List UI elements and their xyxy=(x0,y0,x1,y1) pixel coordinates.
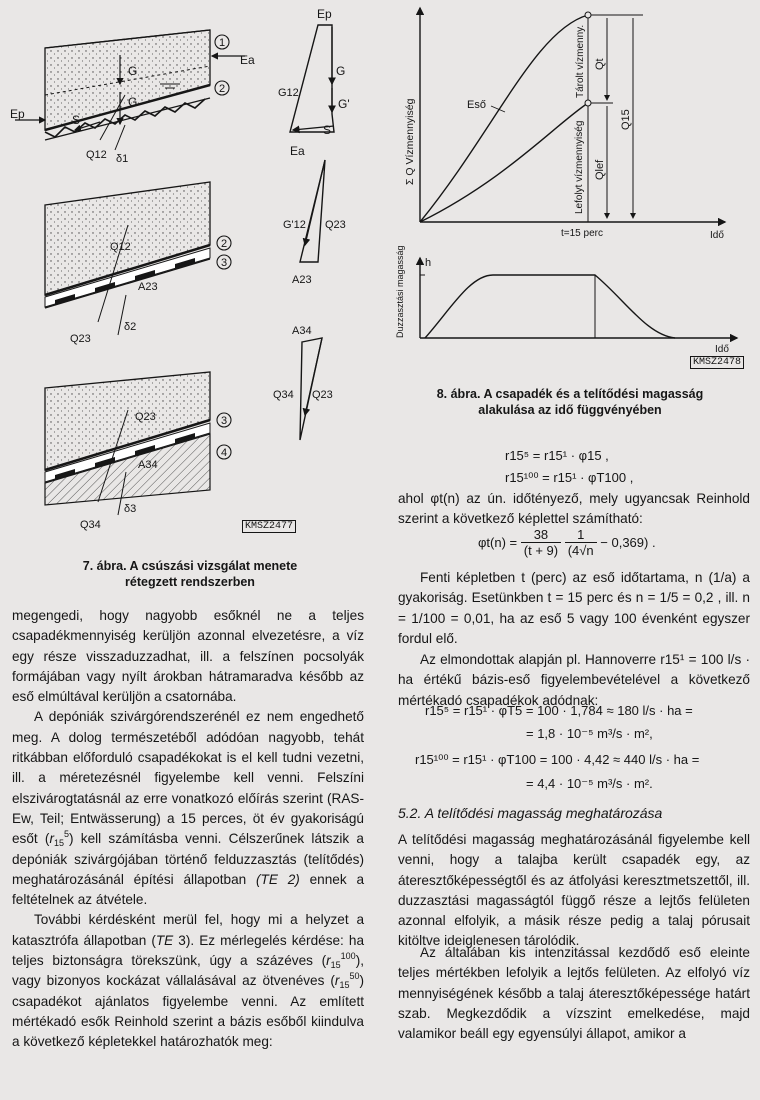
slip-panel-3 xyxy=(45,372,231,531)
figure-8-chart xyxy=(385,0,755,380)
label-t15: t=15 perc xyxy=(561,228,603,239)
slip-panel-2 xyxy=(45,182,231,345)
force-polygon-2 xyxy=(283,160,346,286)
label-ep-top: Ep xyxy=(317,7,332,21)
layer-number-4: 4 xyxy=(221,447,228,459)
label-q23-force-2: Q23 xyxy=(312,389,333,401)
label-q23-c: Q23 xyxy=(135,411,156,423)
label-a23-force: A23 xyxy=(292,274,312,286)
label-g-prime: G' xyxy=(338,97,350,111)
equation-r15-100: r15¹⁰⁰ = r15¹ · φT100 , xyxy=(505,470,634,485)
label-a34-force: A34 xyxy=(292,325,312,337)
paragraph-3: További kérdésként merül fel, hogy mi a helyzet a katasztrófa állapotban (TE 3). Ez mérlegelés kérdése: ha teljes biztonságra törekszünk, úgy a százéves $(r_{15}^{100})$, vagy bizonyos kockázat vállalásával az ötvenéves $(r_{15}^{50})$ csapadékot ajánlatos figyelembe venni. Az említett mértékadó esők Reinhold szerint a bázis esőből kiindulva a következő képletekkel határozhatók meg: xyxy=(12,912,365,1050)
figure-8-caption-line-1: 8. ábra. A csapadék és a telítődési magasság xyxy=(436,387,704,401)
label-qlef: Qlef xyxy=(594,159,606,180)
label-delta2: δ2 xyxy=(124,321,137,333)
stored-volume-label: Tárolt vízmenny. xyxy=(575,24,586,98)
label-q34-force: Q34 xyxy=(273,389,294,401)
chart-y-label: Σ Q Vízmennyiség xyxy=(404,98,416,185)
force-polygon-3 xyxy=(273,325,333,440)
right-paragraph-3: Az elmondottak alapján pl. Hannoverre r15¹ = 100 l/s · ha értékű bázis-eső figyelembevételével a következő mértékadó csapadékok adódnak: xyxy=(398,652,750,708)
label-g12: G12 xyxy=(278,87,299,99)
right-paragraph-5: Az általában kis intenzitással kezdődő eső eleinte teljes mértékben lefolyik a lejtős felületen. Az elfolyó víz mennyiségének később a talaj áteresztőképessége határt szab. Megkezdődik a vízszint emelkedése, majd valamikor beáll egy egyensúlyi állapot, amikor a xyxy=(398,945,750,1042)
label-a34: A34 xyxy=(138,459,158,471)
label-a23: A23 xyxy=(138,281,158,293)
figure-7-stamp: KMSZ2477 xyxy=(242,520,296,533)
runoff-volume-label: Lefolyt vízmennyiség xyxy=(574,120,585,214)
layer-number-1: 1 xyxy=(219,37,226,49)
paragraph-2: A depóniák szivárgórendszerénél ez nem engedhető meg. A dolog természetéből adódóan nagyobb, tehát ritkábban előforduló csapadékokat is el kell tudni vezetni, ill. a méretezésnél figyelembe kell venni. Felszíni elszivárogtatásnál az erre vonatkozó előírás szerint (RAS-Ew, Teil; Entwässerung) a 15 perces, öt év gyakoriságú esőt $(r_{15}^5)$ kell számításba venni. Célszerűnek látszik a depóniák szivárgójában történő felduzzasztás (telítődés) meghatározásánál építési állapotban (TE 2) ennek a feltételnek az átvétele. xyxy=(12,709,365,908)
layer-number-2b: 2 xyxy=(221,238,228,250)
rain-chart xyxy=(404,8,725,241)
left-text-column xyxy=(12,606,364,1053)
equation-result-5-si: = 1,8 · 10⁻⁵ m³/s · m², xyxy=(526,726,653,741)
right-paragraph-4: A telítődési magasság meghatározásánál figyelembe kell venni, hogy a talajba került csapadék egy, az áteresztőképességtől és az átfolyási keresztmetszettől, ill. duzzasztási magasságtól függő része a lejtős felületen azonnal elfolyik, a másik része pedig a talaj pórusait kitöltve ideiglenesen tárolódik. xyxy=(398,832,750,949)
equation-time-factor: φt(n) = $\frac{38}{(t + 9)}$ $\frac{1}{(4√n}$ − 0,369) . xyxy=(478,527,656,558)
label-ea: Ea xyxy=(240,53,255,67)
label-s-force: S xyxy=(323,123,332,137)
label-delta1: δ1 xyxy=(116,153,129,165)
label-delta3: δ3 xyxy=(124,503,137,515)
label-g: G xyxy=(128,64,138,78)
label-s: S xyxy=(72,113,81,127)
x-axis-label-2: Idő xyxy=(715,344,729,355)
x-axis-label: Idő xyxy=(710,230,724,241)
label-g12-prime: G'12 xyxy=(283,219,306,231)
layer-number-3: 3 xyxy=(221,257,228,269)
paragraph-1: megengedi, hogy nagyobb esőknél ne a teljes csapadékmennyiség kerüljön azonnal elvezetésre, a víz egy része visszaduzzadhat, ill. a felszínen pocsolyák formájában vagy nyílt árokban hátramaradva később az eső elmúltával kerüljön a csatornába. xyxy=(12,608,364,705)
label-qt: Qt xyxy=(594,58,606,70)
label-q23: Q23 xyxy=(70,333,91,345)
figure-8-caption-line-2: alakulása az idő függvényében xyxy=(478,403,662,417)
height-axis-label: Duzzasztási magasság xyxy=(395,245,405,338)
label-g-2: G xyxy=(128,95,138,109)
label-q12-b: Q12 xyxy=(110,241,131,253)
layer-number-2: 2 xyxy=(219,83,226,95)
right-paragraph-2: Fenti képletben t (perc) az eső időtartama, n (1/a) a gyakoriság. Esetünkben t = 15 perc és n = 1/5 = 0,2 , ill. n = 1/100 = 0,01, ha az eső 5 vagy 100 évenként egyszer fordul elő. xyxy=(398,570,750,646)
figure-7-caption xyxy=(20,558,360,590)
label-ea-bottom: Ea xyxy=(290,144,305,158)
equation-result-100: r15¹⁰⁰ = r15¹ · φT100 = 100 · 4,42 ≈ 440 l/s · ha = xyxy=(415,752,700,767)
figure-7-caption-line-2: rétegzett rendszerben xyxy=(125,575,255,589)
label-h: h xyxy=(425,257,432,269)
label-q15: Q15 xyxy=(620,109,632,130)
label-q12: Q12 xyxy=(86,149,107,161)
layer-number-3b: 3 xyxy=(221,415,228,427)
equation-r15-5: r15⁵ = r15¹ · φ15 , xyxy=(505,448,609,463)
saturation-height-chart xyxy=(395,245,737,355)
equation-result-100-si: = 4,4 · 10⁻⁵ m³/s · m². xyxy=(526,776,653,791)
figure-8-stamp: KMSZ2478 xyxy=(690,356,744,369)
label-ep-left: Ep xyxy=(10,107,25,121)
slip-panel-1 xyxy=(10,30,255,165)
label-q23-force: Q23 xyxy=(325,219,346,231)
section-heading-5-2: 5.2. A telítődési magasság meghatározása xyxy=(398,805,663,821)
figure-8-caption xyxy=(400,386,740,418)
right-paragraph-1: ahol φt(n) az ún. időtényező, mely ugyancsak Reinhold szerint a következő képlettel számítható: xyxy=(398,491,750,527)
label-g-force: G xyxy=(336,64,346,78)
figure-7-diagram xyxy=(0,0,380,540)
figure-7-caption-line-1: 7. ábra. A csúszási vizsgálat menete xyxy=(82,559,298,573)
rain-curve-label: Eső xyxy=(467,99,486,111)
equation-result-5: r15⁵ = r15¹ · φT5 = 100 · 1,784 ≈ 180 l/s · ha = xyxy=(425,703,693,718)
force-polygon-1 xyxy=(278,7,350,158)
label-q34: Q34 xyxy=(80,519,101,531)
